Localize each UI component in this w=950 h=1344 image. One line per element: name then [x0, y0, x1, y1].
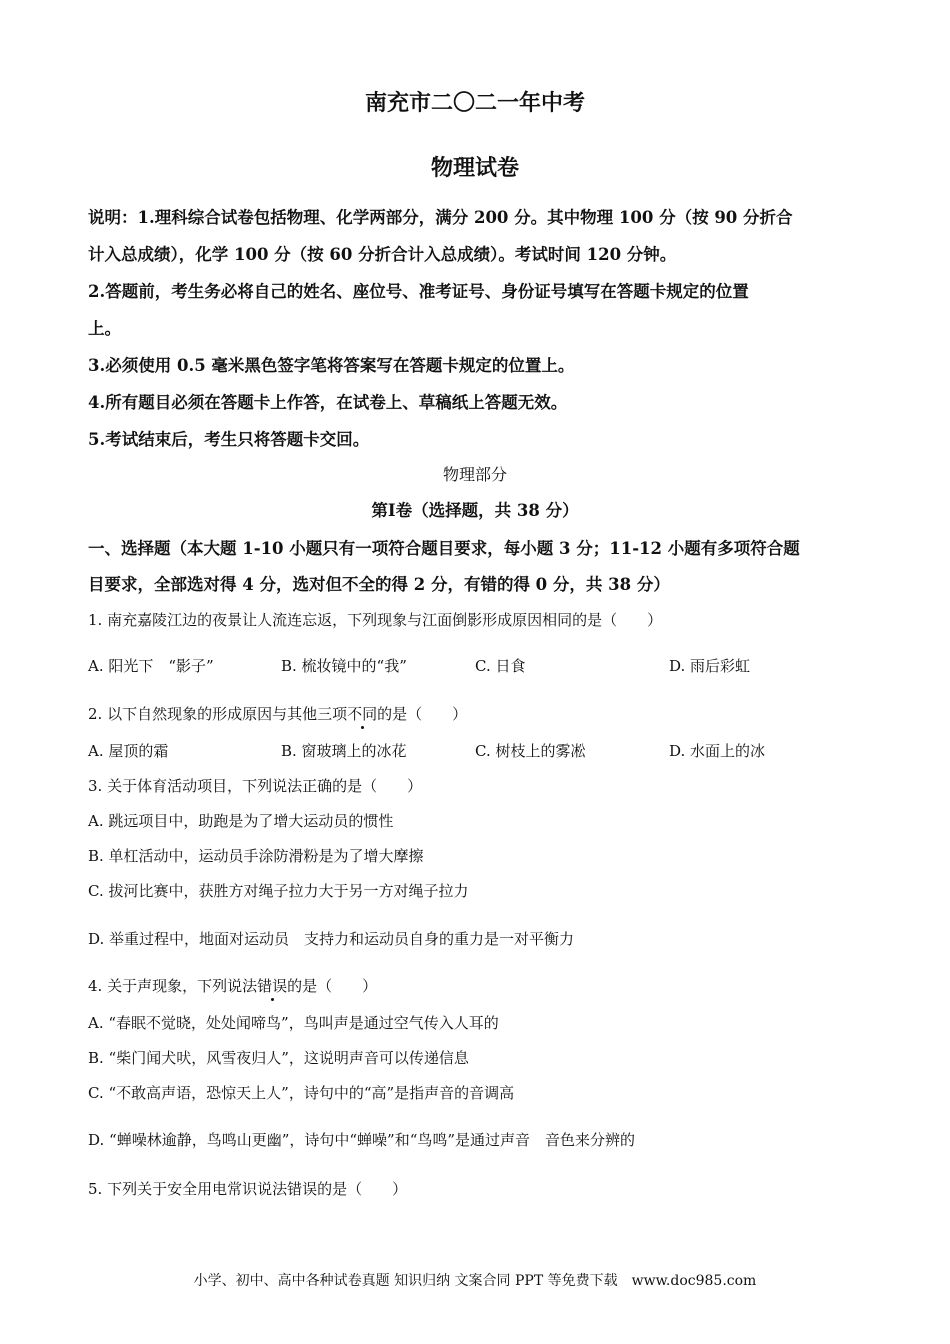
q4-option-d: D. “蝉噪林逾静，鸟鸣山更幽”，诗句中“蝉噪”和“鸟鸣”是通过声音 音色来分辨的 [88, 1131, 636, 1149]
instruction-line: 3.必须使用 0.5 毫米黑色签字笔将答案写在答题卡规定的位置上。 [88, 356, 575, 375]
instruction-line: 上。 [88, 319, 121, 338]
q2-option-c: C. 树枝上的雾凇 [475, 742, 586, 760]
q4-emphasis: 错误 [257, 977, 288, 995]
section-heading-line: 目要求，全部选对得 4 分，选对但不全的得 2 分，有错的得 0 分，共 38 分） [88, 575, 670, 594]
q4-option-b: B. “柴门闻犬吠，风雪夜归人”，这说明声音可以传递信息 [88, 1049, 469, 1067]
q3-option-c: C. 拔河比赛中，获胜方对绳子拉力大于另一方对绳子拉力 [88, 882, 469, 900]
q2-stem-pre: 2. 以下自然现象的形成原因与其他三项 [88, 705, 348, 723]
q3-option-a: A. 跳远项目中，助跑是为了增大运动员的惯性 [88, 812, 394, 830]
instruction-line: 说明：1.理科综合试卷包括物理、化学两部分，满分 200 分。其中物理 100 分（按 90 分折合 [88, 208, 793, 227]
question-4-stem [88, 975, 377, 996]
q4-stem-pre: 4. 关于声现象，下列说法 [88, 977, 258, 995]
question-1-stem: 1. 南充嘉陵江边的夜景让人流连忘返，下列现象与江面倒影形成原因相同的是（ ） [88, 611, 663, 629]
exam-title: 南充市二〇二一年中考 [364, 90, 585, 116]
q4-option-a: A. “春眠不觉晓，处处闻啼鸟”，鸟叫声是通过空气传入人耳的 [88, 1014, 499, 1032]
instruction-line: 4.所有题目必须在答题卡上作答，在试卷上、草稿纸上答题无效。 [88, 393, 568, 412]
q3-option-b: B. 单杠活动中，运动员手涂防滑粉是为了增大摩擦 [88, 847, 424, 865]
q4-stem-post: 的是（ ） [287, 977, 378, 995]
instruction-line: 2.答题前，考生务必将自己的姓名、座位号、准考证号、身份证号填写在答题卡规定的位置 [88, 282, 749, 301]
instruction-line: 5.考试结束后，考生只将答题卡交回。 [88, 430, 370, 449]
q2-emphasis: 不同 [347, 705, 378, 723]
q1-option-a: A. 阳光下 “影子” [88, 657, 214, 675]
question-5-stem: 5. 下列关于安全用电常识说法错误的是（ ） [88, 1180, 408, 1198]
section-heading-line: 一、选择题（本大题 1-10 小题只有一项符合题目要求，每小题 3 分；11-12 小题有多项符合题 [88, 539, 800, 558]
q2-option-b: B. 窗玻璃上的冰花 [281, 742, 407, 760]
page-footer: 小学、初中、高中各种试卷真题 知识归纳 文案合同 PPT 等免费下载 www.doc985.com [193, 1273, 757, 1289]
q2-stem-post: 的是（ ） [377, 705, 468, 723]
question-3-stem: 3. 关于体育活动项目，下列说法正确的是（ ） [88, 777, 423, 795]
q1-option-d: D. 雨后彩虹 [669, 657, 751, 675]
q1-option-b: B. 梳妆镜中的“我” [281, 657, 407, 675]
q3-option-d: D. 举重过程中，地面对运动员 支持力和运动员自身的重力是一对平衡力 [88, 930, 575, 948]
question-2-stem [88, 703, 467, 724]
instruction-line: 计入总成绩），化学 100 分（按 60 分折合计入总成绩）。考试时间 120 分钟。 [88, 245, 677, 264]
q4-option-c: C. “不敢高声语，恐惊天上人”，诗句中的“高”是指声音的音调高 [88, 1084, 515, 1102]
volume-title: 第Ⅰ卷（选择题，共 38 分） [371, 501, 579, 520]
q2-option-a: A. 屋顶的霜 [88, 742, 169, 760]
part-title: 物理部分 [442, 465, 507, 484]
exam-subtitle: 物理试卷 [430, 155, 519, 181]
q1-option-c: C. 日食 [475, 657, 526, 675]
q2-option-d: D. 水面上的冰 [669, 742, 766, 760]
